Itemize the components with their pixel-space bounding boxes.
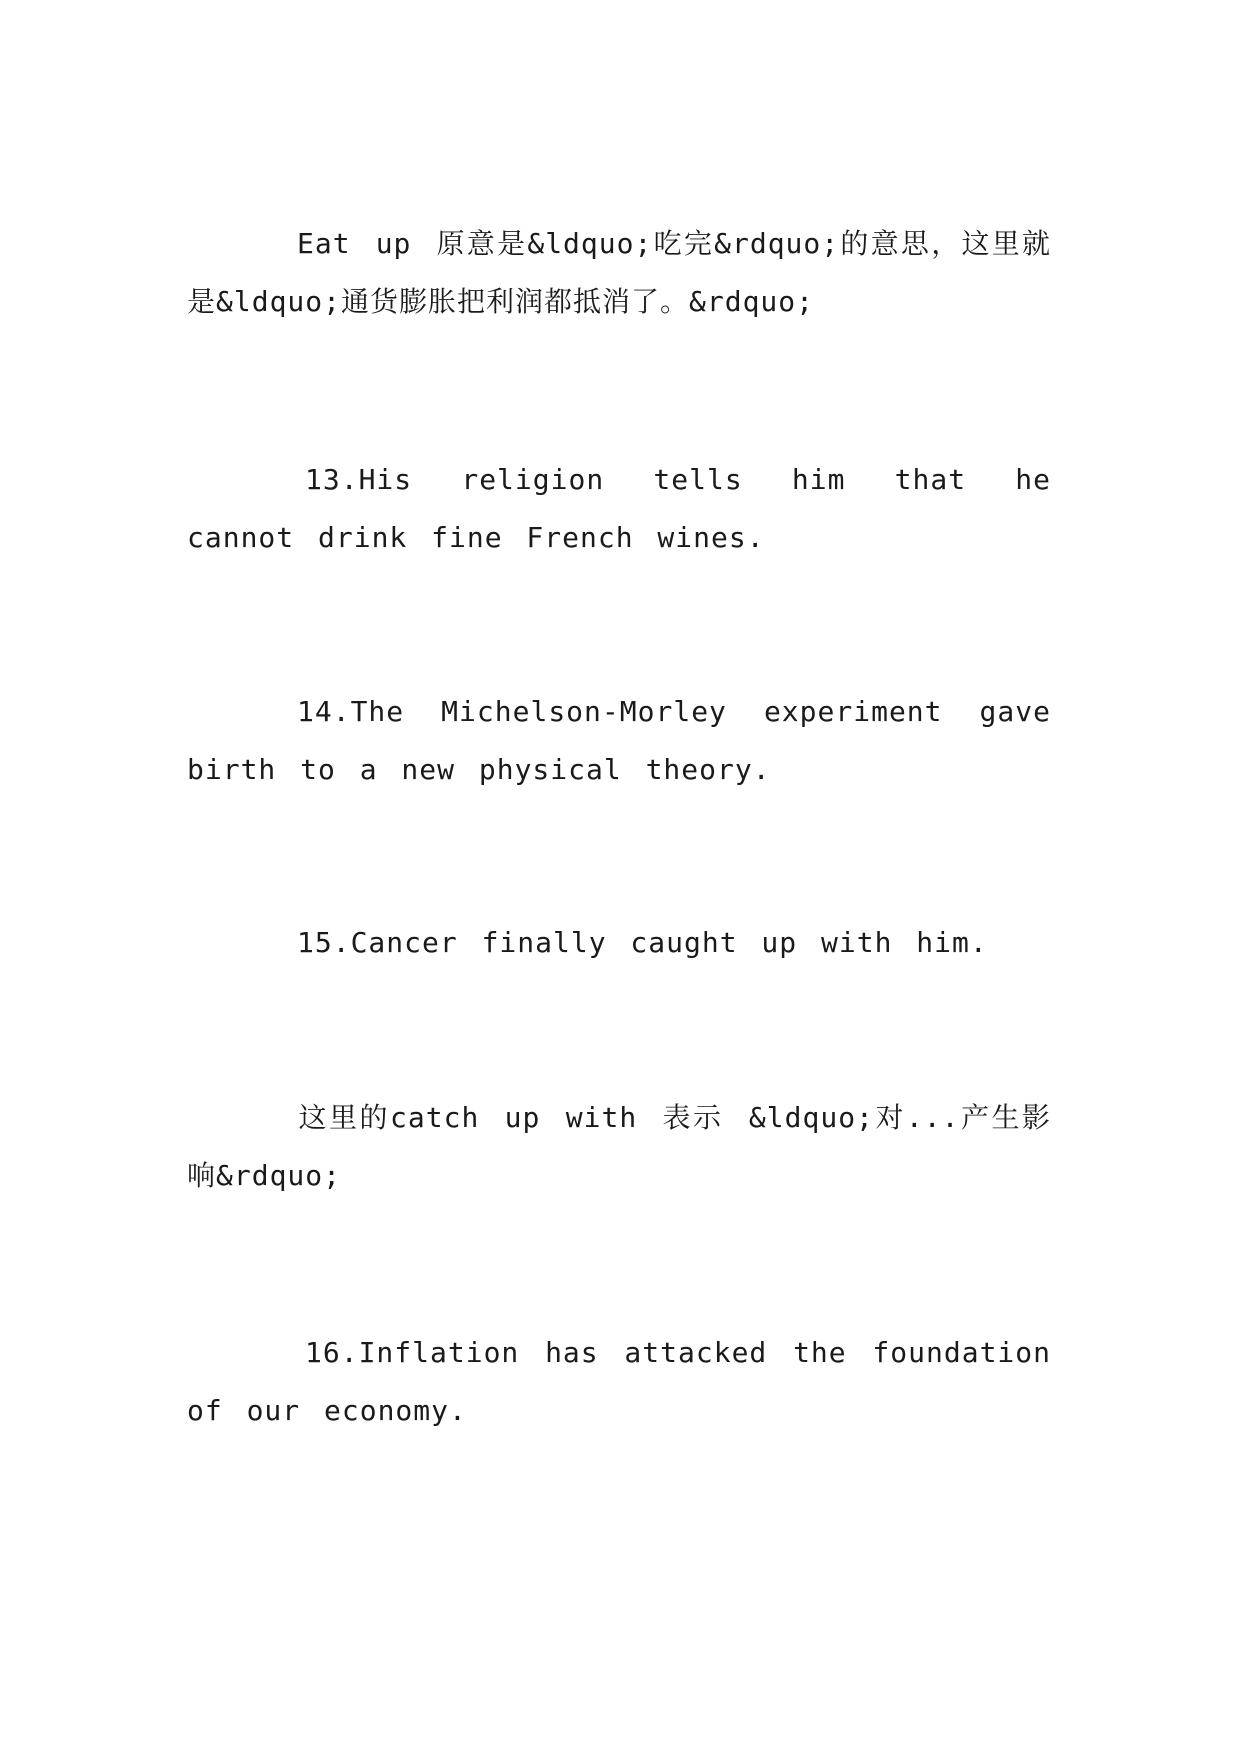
paragraph-text: 16.Inflation has attacked the foundation of our economy. xyxy=(187,1336,1051,1427)
paragraph-text: 这里的catch up with 表示 &ldquo;对...产生影响&rdquo; xyxy=(187,1101,1051,1192)
paragraph-eat-up-explanation xyxy=(187,215,1051,331)
paragraph-catch-up-explanation xyxy=(187,1089,1051,1205)
paragraph-text: Eat up 原意是&ldquo;吃完&rdquo;的意思，这里就是&ldquo;通货膨胀把利润都抵消了。&rdquo; xyxy=(187,227,1051,318)
paragraph-sentence-14 xyxy=(187,683,1051,799)
paragraph-sentence-13 xyxy=(187,451,1051,567)
paragraph-sentence-15 xyxy=(187,914,1051,972)
paragraph-text: 15.Cancer finally caught up with him. xyxy=(297,926,988,959)
paragraph-text: 13.His religion tells him that he cannot drink fine French wines. xyxy=(187,463,1051,554)
paragraph-text: 14.The Michelson-Morley experiment gave birth to a new physical theory. xyxy=(187,695,1051,786)
paragraph-sentence-16 xyxy=(187,1324,1051,1440)
